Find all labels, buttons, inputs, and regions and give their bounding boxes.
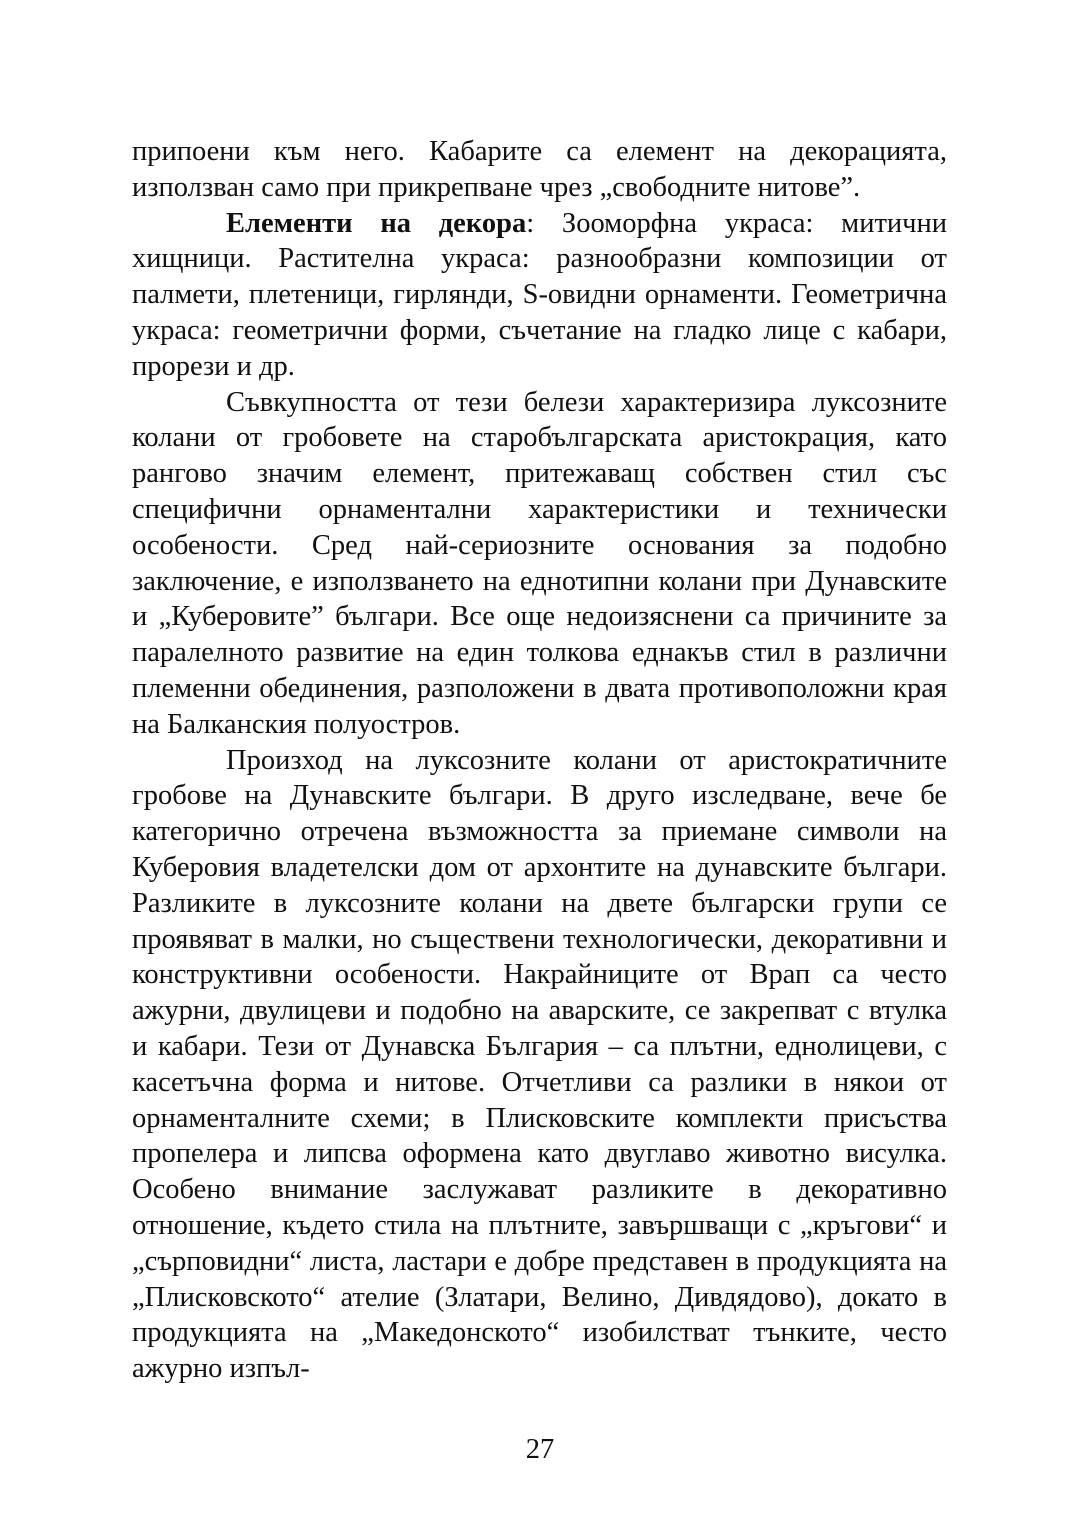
paragraph-3 (132, 385, 947, 743)
paragraph-1 (132, 134, 947, 206)
page-body (132, 134, 947, 1387)
page-number: 27 (525, 1434, 555, 1465)
paragraph-2-text: : Зооморфна украса: митични хищници. Растителна украса: разнообразни композиции от палмети, плетеници, гирлянди, S-овидни орнаменти. Геометрична украса: геометрични форми, съчетание на гладко лице с кабари, прорези и др. (132, 207, 947, 382)
paragraph-4-text: Произход на луксозните колани от аристократичните гробове на Дунавските българи. В друго изследване, вече бе категорично отречена възможността за приемане символи на Куберовия владетелски дом от архонтите на дунавските българи. Разликите в луксозните колани на двете български групи се проявяват в малки, но съществени технологически, декоративни и конструктивни особености. Накрайниците от Врап са често ажурни, двулицеви и подобно на аварските, се закрепват с втулка и кабари. Тези от Дунавска България – са плътни, еднолицеви, с касетъчна форма и нитове. Отчетливи са разлики в някои от орнаменталните схеми; в Плисковските комплекти присъства пропелера и липсва оформена като двуглаво животно висулка. Особено внимание заслужават разликите в декоративно отношение, където стила на плътните, завършващи с „кръгови“ и „сърповидни“ листа, ластари е добре представен в продукцията на „Плисковското“ ателие (Златари, Велино, Дивдядово), докато в продукцията на „Македонското“ изобилстват тънките, често ажурно изпъл- (132, 744, 947, 1385)
paragraph-4 (132, 743, 947, 1387)
paragraph-2-lead: Елементи на декора (226, 207, 527, 239)
paragraph-3-text: Съвкупността от тези белези характеризира луксозните колани от гробовете на старобългарската аристокрация, като рангово значим елемент, притежаващ собствен стил със специфични орнаментални характеристики и технически особености. Сред най-сериозните основания за подобно заключение, е използването на еднотипни колани при Дунавските и „Куберовите” българи. Все още недоизяснени са причините за паралелното развитие на един толкова еднакъв стил в различни племенни обединения, разположени в двата противоположни края на Балканския полуостров. (132, 386, 947, 740)
paragraph-1-text: припоени към него. Кабарите са елемент на декорацията, използван само при прикрепване чрез „свободните нитове”. (132, 136, 947, 203)
paragraph-2 (132, 206, 947, 385)
